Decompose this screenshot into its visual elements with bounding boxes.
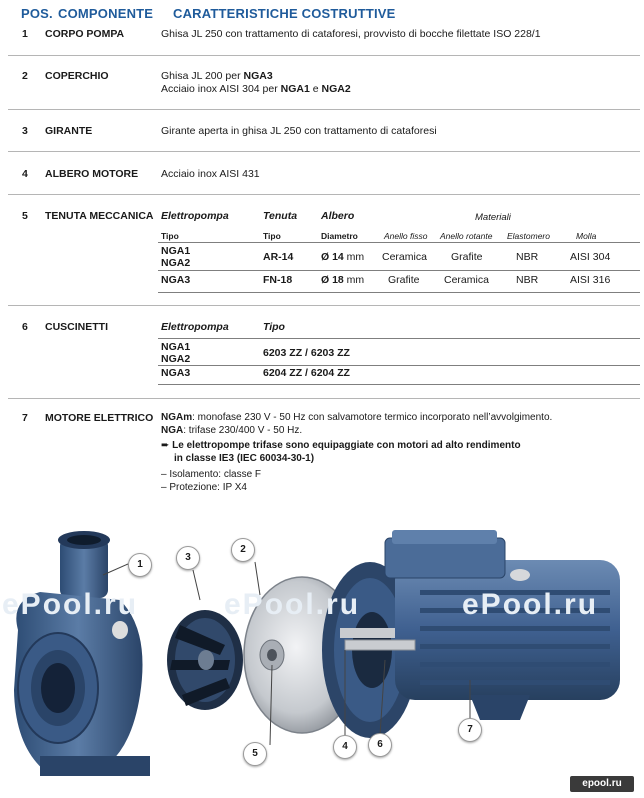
seal-sub-elastomero: Elastomero [507, 231, 550, 241]
row-3-number: 3 [22, 125, 28, 137]
row-2-line2: Acciaio inox AISI 304 per NGA1 e NGA2 [161, 83, 351, 95]
electric-motor [385, 530, 620, 720]
row-4-name: ALBERO MOTORE [45, 168, 139, 180]
row-7-name: MOTORE ELETTRICO [45, 412, 154, 424]
divider [8, 55, 640, 56]
row-2-name: COPERCHIO [45, 70, 109, 82]
seal-row-pumps: NGA1 NGA2 [161, 245, 191, 269]
row-5-number: 5 [22, 210, 28, 222]
divider [8, 305, 640, 306]
row-3-desc: Girante aperta in ghisa JL 250 con trattamento di cataforesi [161, 125, 437, 137]
bearing-row-tipo: 6203 ZZ / 6203 ZZ [263, 347, 350, 359]
bearing-row-pumps: NGA3 [161, 367, 191, 379]
header-pos: POS. [21, 6, 53, 21]
row-6-number: 6 [22, 321, 28, 333]
row-3-name: GIRANTE [45, 125, 93, 137]
divider [8, 194, 640, 195]
seal-row-anello-rotante: Ceramica [444, 274, 489, 286]
table-rule [158, 270, 640, 271]
callout-3: 3 [176, 546, 200, 570]
seal-header-tenuta: Tenuta [263, 210, 298, 222]
callout-5: 5 [243, 742, 267, 766]
seal-row-tipo: FN-18 [263, 274, 293, 286]
row-2-number: 2 [22, 70, 28, 82]
watermark: ePool.ru [462, 588, 599, 621]
row-4-desc: Acciaio inox AISI 431 [161, 168, 260, 180]
callout-2: 2 [231, 538, 255, 562]
divider [8, 398, 640, 399]
row-1-desc: Ghisa JL 250 con trattamento di cataforesi, provvisto di bocche filettate ISO 228/1 [161, 28, 541, 40]
seal-row-molla: AISI 304 [570, 251, 611, 263]
motor-isolamento: – Isolamento: classe F [161, 469, 262, 480]
seal-sub-molla: Molla [576, 231, 597, 241]
table-rule [158, 292, 640, 293]
seal-row-tipo: AR-14 [263, 251, 294, 263]
divider [8, 109, 640, 110]
seal-sub-anello-rotante: Anello rotante [440, 231, 493, 241]
corner-logo: epool.ru [570, 776, 634, 792]
seal-sub-anello-fisso: Anello fisso [384, 231, 428, 241]
divider [8, 151, 640, 152]
seal-row-diametro: Ø 18 mm [321, 274, 365, 286]
seal-row-diametro: Ø 14 mm [321, 251, 365, 263]
motor-line-nga: NGA: trifase 230/400 V - 50 Hz. [161, 425, 303, 436]
seal-row-elastomero: NBR [516, 251, 539, 263]
seal-header-elettropompa: Elettropompa [161, 210, 229, 222]
watermark: ePool.ru [224, 588, 361, 621]
table-rule [158, 384, 640, 385]
callout-7: 7 [458, 718, 482, 742]
header-componente: COMPONENTE [58, 6, 154, 21]
bearing-row-tipo: 6204 ZZ / 6204 ZZ [263, 367, 350, 379]
seal-sub-diametro: Diametro [321, 231, 358, 241]
seal-sub-tipo: Tipo [263, 231, 281, 241]
row-7-number: 7 [22, 412, 28, 424]
watermark: ePool.ru [2, 588, 139, 621]
bearing-row-pumps: NGA1 NGA2 [161, 341, 191, 365]
seal-row-molla: AISI 316 [570, 274, 611, 286]
callout-1: 1 [128, 553, 152, 577]
bearing-header-tipo: Tipo [263, 321, 285, 333]
table-rule [158, 242, 640, 243]
bearing-header-elettropompa: Elettropompa [161, 321, 229, 333]
row-1-name: CORPO POMPA [45, 28, 125, 40]
header-caratteristiche: CARATTERISTICHE COSTRUTTIVE [173, 6, 396, 21]
row-6-name: CUSCINETTI [45, 321, 108, 333]
seal-row-pumps: NGA3 [161, 274, 191, 286]
exploded-pump-illustration [0, 520, 644, 798]
seal-header-materiali: Materiali [475, 212, 511, 223]
motor-line-ngam: NGAm: monofase 230 V - 50 Hz con salvamotore termico incorporato nell’avvolgimento. [161, 412, 553, 423]
seal-row-elastomero: NBR [516, 274, 539, 286]
motor-note-line1: ➨ Le elettropompe trifase sono equipaggiate con motori ad alto rendimento [161, 440, 521, 451]
motor-shaft [345, 640, 415, 650]
arrow-icon: ➨ [161, 440, 170, 451]
seal-row-anello-fisso: Ceramica [382, 251, 427, 263]
row-1-number: 1 [22, 28, 28, 40]
table-rule [158, 365, 640, 366]
table-rule [158, 338, 640, 339]
row-4-number: 4 [22, 168, 28, 180]
seal-header-albero: Albero [321, 210, 355, 222]
seal-row-anello-rotante: Grafite [451, 251, 483, 263]
seal-row-anello-fisso: Grafite [388, 274, 420, 286]
callout-6: 6 [368, 733, 392, 757]
motor-note-line2: in classe IE3 (IEC 60034-30-1) [174, 453, 315, 464]
motor-protezione: – Protezione: IP X4 [161, 482, 247, 493]
row-5-name: TENUTA MECCANICA [45, 210, 154, 222]
seal-sub-tipo: Tipo [161, 231, 179, 241]
row-2-line1: Ghisa JL 200 per NGA3 [161, 70, 273, 82]
callout-4: 4 [333, 735, 357, 759]
impeller [167, 610, 243, 710]
